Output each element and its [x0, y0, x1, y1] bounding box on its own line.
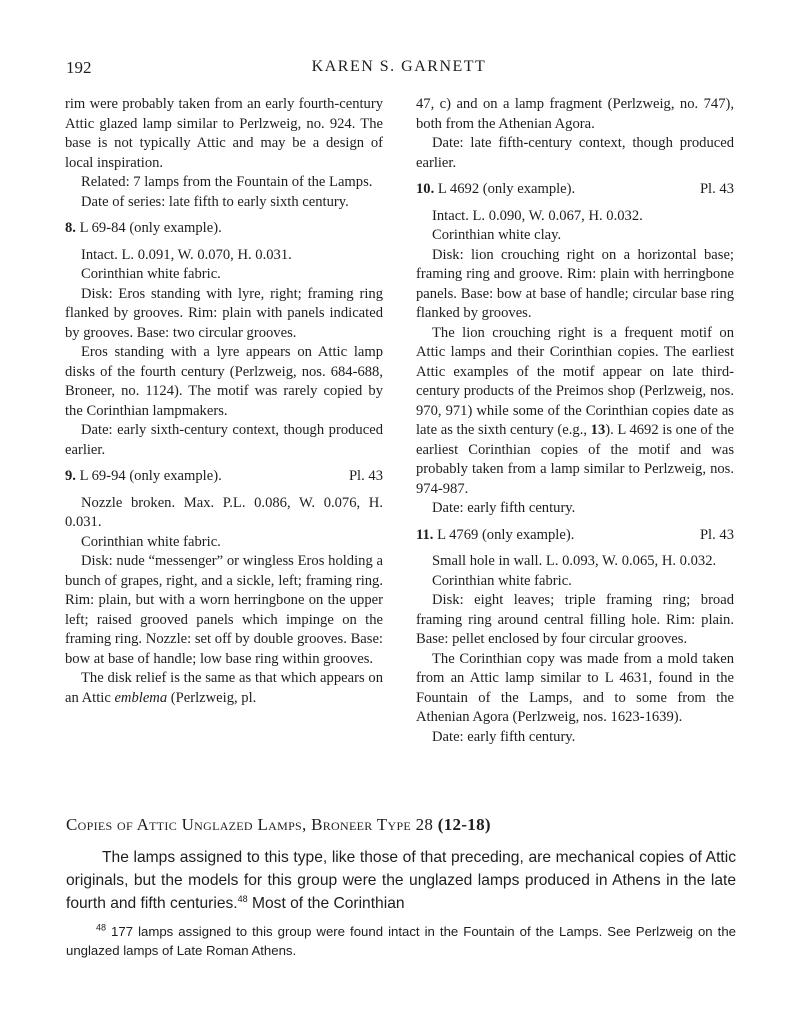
section-heading: [66, 815, 736, 835]
paragraph: Disk: nude “messenger” or wingless Eros holding a bunch of grapes, right, and a sickle, left; framing ring. Rim: plain, but with a worn herringbone on the upper left; raised grooved panels which impinge on the framing ring. Nozzle: set off by double grooves. Base: bow at base of handle; low base ring within grooves.: [65, 553, 383, 667]
text-run: ). L 4692 is one of the earliest Corinthian copies of the motif and was probably taken from a lamp similar to Perlzweig, nos. 974-987.: [416, 422, 735, 497]
paragraph: Date of series: late fifth to early sixth century.: [81, 193, 349, 210]
paragraph: Corinthian white clay.: [432, 227, 562, 243]
entry-number: 8.: [65, 220, 76, 236]
catalog-entry-11-heading: [416, 526, 734, 546]
entry-number: 11.: [416, 526, 434, 543]
paragraph: Date: late fifth-century context, though produced earlier.: [416, 135, 734, 171]
catalog-entry-10-heading: [416, 180, 734, 200]
text-run: (Perlzweig, pl.: [167, 689, 257, 706]
entry-number: 9.: [65, 468, 76, 484]
paragraph: Corinthian white fabric.: [81, 533, 221, 550]
text-run: The disk relief is the same as that which appears on an Attic: [65, 670, 383, 706]
plate-ref: Pl. 43: [699, 181, 734, 197]
paragraph: [65, 669, 383, 708]
paragraph: Related: 7 lamps from the Fountain of the Lamps.: [81, 174, 373, 190]
catalog-entry-8-heading: [65, 219, 383, 239]
text-run: Most of the Corinthian: [247, 895, 405, 912]
catalog-entry-9-heading: [65, 467, 383, 487]
page-number: 192: [66, 58, 92, 77]
entry-number: 10.: [416, 181, 435, 197]
left-column: [65, 95, 383, 708]
paragraph: The Corinthian copy was made from a mold taken from an Attic lamp similar to L 4631, found in the Fountain of the Lamps, and to some from the Athenian Agora (Perlzweig, nos. 1623-1639).: [416, 650, 734, 725]
entry-label: L 69-94 (only example).: [79, 468, 222, 484]
paragraph: Corinthian white fabric.: [81, 266, 221, 282]
paragraph: Corinthian white fabric.: [432, 572, 572, 589]
paragraph: [66, 846, 736, 915]
plate-ref: Pl. 43: [348, 468, 383, 484]
paragraph: Eros standing with a lyre appears on Attic lamp disks of the fourth century (Perlzweig, nos. 684-688, Broneer, no. 1124). The motif was rarely copied by the Corinthian lampmakers.: [65, 344, 383, 419]
bold-reference: 13: [590, 422, 606, 438]
paragraph: Disk: Eros standing with lyre, right; framing ring flanked by grooves. Rim: plain with panels indicated by grooves. Base: two circular grooves.: [65, 285, 383, 341]
entry-label: L 4692 (only example).: [437, 181, 576, 197]
italic-term: emblema: [114, 689, 168, 706]
paragraph: rim were probably taken from an early fourth-century Attic glazed lamp similar to Perlzweig, no. 924. The base is not typically Attic and may be a design of local inspiration.: [65, 96, 383, 171]
page-header: [66, 58, 732, 80]
paragraph: Disk: eight leaves; triple framing ring; broad framing ring around central filling hole. Rim: plain. Base: pellet enclosed by four circular grooves.: [416, 592, 734, 647]
text-run: The lamps assigned to this type, like those of that preceding, are mechanical copies of Attic originals, but the models for this group were the unglazed lamps produced in Athens in the late fourth and fifth centuries.: [66, 849, 736, 912]
entry-label: L 69-84 (only example).: [79, 220, 222, 236]
paragraph: 47, c) and on a lamp fragment (Perlzweig, no. 747), both from the Athenian Agora.: [416, 96, 734, 132]
section-range: (12-18): [437, 815, 491, 834]
paragraph: Date: early sixth-century context, though produced earlier.: [65, 422, 383, 458]
paragraph: Intact. L. 0.090, W. 0.067, H. 0.032.: [432, 207, 643, 224]
paragraph: Small hole in wall. L. 0.093, W. 0.065, H. 0.032.: [432, 553, 717, 569]
paragraph: Disk: lion crouching right on a horizontal base; framing ring and groove. Rim: plain with herringbone panels. Base: bow at base of handle; circular base ring flanked by grooves.: [416, 246, 734, 321]
entry-label: L 4769 (only example).: [437, 526, 575, 543]
running-title: KAREN S. GARNETT: [311, 58, 487, 75]
section-title: Copies of Attic Unglazed Lamps, Broneer Type 28: [66, 815, 434, 834]
right-column: [416, 95, 734, 747]
footnote-text: [66, 922, 736, 960]
paragraph: Date: early fifth century.: [432, 728, 576, 745]
paragraph: Intact. L. 0.091, W. 0.070, H. 0.031.: [81, 246, 292, 263]
paragraph: Date: early fifth century.: [432, 500, 576, 516]
text-run: The lion crouching right is a frequent motif on Attic lamps and their Corinthian copies. The earliest Attic examples of the motif appear on late third-century products of the Preimos shop (Perlzweig, nos. 970, 971) while some of the Corinthian copies date as late as the sixth century (e.g.,: [416, 324, 734, 438]
footnote-marker[interactable]: 48: [237, 893, 248, 904]
paragraph: Nozzle broken. Max. P.L. 0.086, W. 0.076, H. 0.031.: [65, 494, 383, 530]
plate-ref: Pl. 43: [699, 526, 734, 543]
text-run: 177 lamps assigned to this group were found intact in the Fountain of the Lamps. See Perlzweig on the unglazed lamps of Late Roman Athens.: [66, 924, 736, 958]
footnote: [66, 922, 736, 960]
paragraph: [416, 324, 734, 500]
section-body: [66, 846, 736, 915]
footnote-number: 48: [96, 922, 107, 933]
